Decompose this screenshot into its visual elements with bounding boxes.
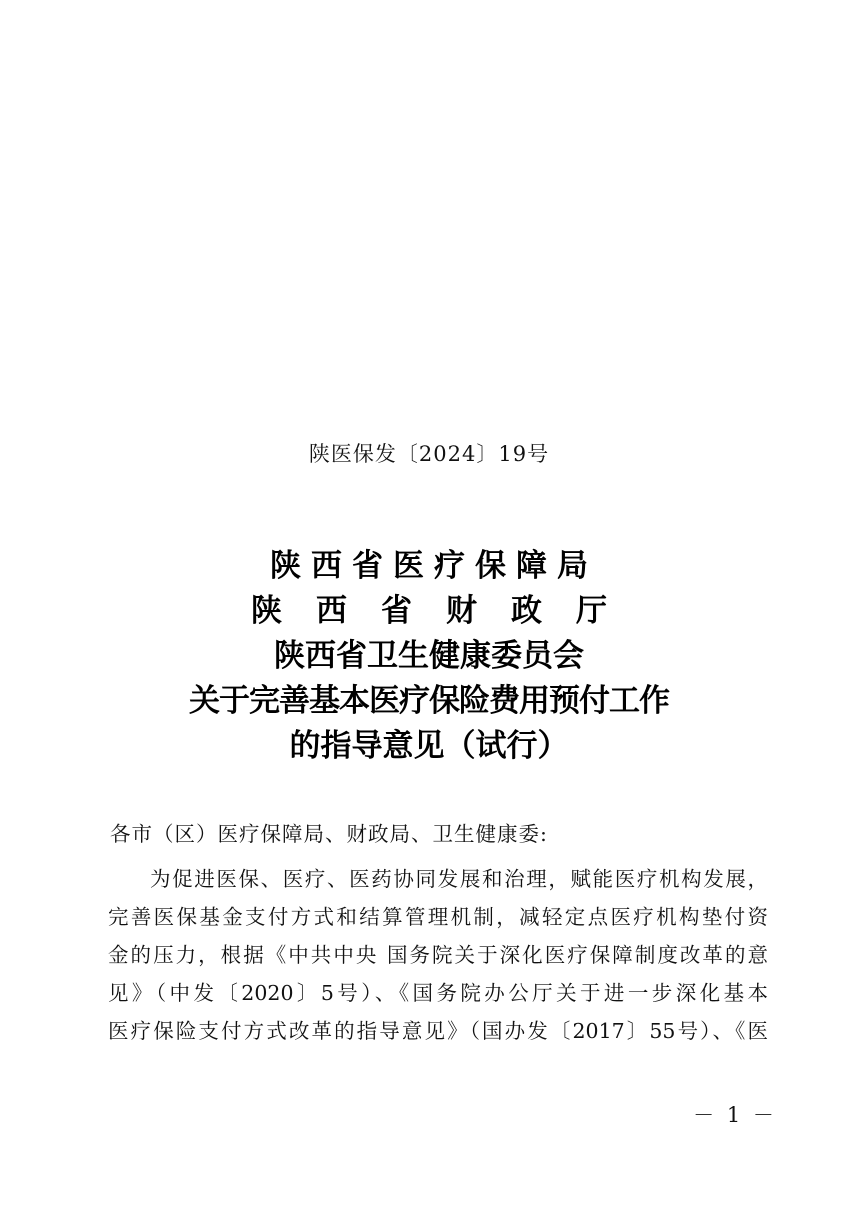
title-line-issuer-1: 陕西省医疗保障局 [270,548,598,584]
salutation: 各市（区）医疗保障局、财政局、卫生健康委: [110,822,548,846]
title-line-subject-1: 关于完善基本医疗保险费用预付工作 [189,683,669,719]
title-line-issuer-3: 陕西省卫生健康委员会 [274,638,584,674]
title-line-issuer-2: 陕西省财政厅 [251,593,641,629]
body-paragraph [108,860,768,1050]
document-title [0,544,858,769]
page-number: － 1 － [693,1103,777,1127]
document-number: 陕医保发〔2024〕19号 [308,442,550,466]
body-line: 为促进医保、医疗、医药协同发展和治理，赋能医疗机构发展， [150,867,768,891]
body-line: 医疗保险支付方式改革的指导意见》（国办发〔2017〕55号）、《医 [108,1019,768,1043]
body-line: 金的压力，根据《中共中央 国务院关于深化医疗保障制度改革的意 [108,943,768,967]
body-line: 见》（中发〔2020〕5号）、《国务院办公厅关于进一步深化基本 [108,981,768,1005]
body-line: 完善医保基金支付方式和结算管理机制，减轻定点医疗机构垫付资 [108,905,768,929]
title-line-subject-2: 的指导意见（试行） [289,728,569,764]
